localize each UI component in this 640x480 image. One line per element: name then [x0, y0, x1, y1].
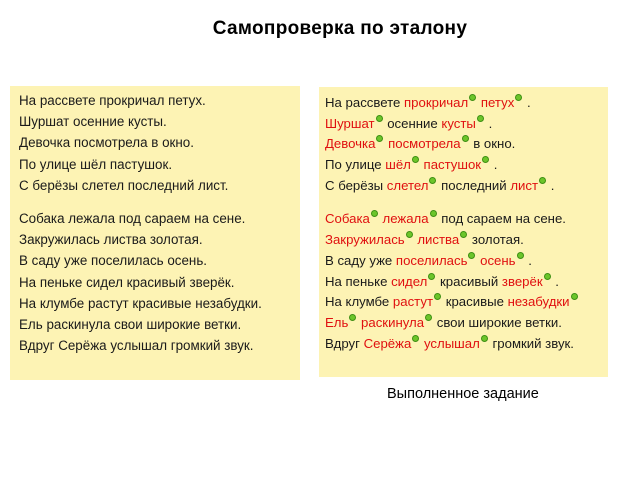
marked-sentence — [325, 155, 608, 176]
sentence: На клумбе растут красивые незабудки. — [19, 295, 262, 311]
highlighted-word: лежала — [382, 211, 429, 227]
marked-sentence — [325, 230, 608, 251]
marked-sentence — [325, 209, 608, 230]
check-mark-icon — [429, 177, 436, 184]
sentence-word: красивые — [445, 294, 504, 310]
sentence-word: . — [526, 95, 531, 110]
check-mark-icon — [468, 252, 475, 259]
sentence: В саду уже поселилась осень. — [19, 253, 208, 269]
sentence-word: последний — [441, 177, 507, 193]
highlighted-word: посмотрела — [388, 136, 461, 152]
highlighted-word: Собака — [325, 211, 370, 227]
marked-sentence-group-2 — [325, 209, 608, 354]
sentence-word: красивый — [440, 273, 499, 289]
check-mark-icon — [412, 156, 419, 163]
sentence-word: свои широкие ветки. — [436, 314, 562, 330]
sentence-word: На рассвете — [325, 95, 401, 110]
sentence-word: громкий звук. — [492, 335, 574, 351]
sentence: На рассвете прокричал петух. — [19, 93, 206, 108]
check-mark-icon — [428, 273, 435, 280]
sentence-word: . — [550, 177, 555, 193]
task-text-panel — [10, 86, 300, 380]
marked-sentence — [325, 313, 608, 334]
check-mark-icon — [482, 156, 489, 163]
highlighted-word: прокричал — [404, 95, 469, 110]
check-mark-icon — [406, 231, 413, 238]
marked-sentence — [325, 292, 608, 313]
sentence-word: . — [488, 115, 493, 131]
check-mark-icon — [481, 335, 488, 342]
check-mark-icon — [517, 252, 524, 259]
sentence: Шуршат осенние кусты. — [19, 114, 167, 130]
sentence: С берёзы слетел последний лист. — [19, 177, 229, 193]
sentence: Ель раскинула свои широкие ветки. — [19, 316, 242, 332]
highlighted-word: кусты — [441, 115, 476, 131]
highlighted-word: растут — [392, 294, 434, 310]
sentence-word: в окно. — [473, 136, 516, 152]
highlighted-word: пастушок — [423, 157, 482, 173]
check-mark-icon — [544, 273, 551, 280]
sentence-group-2 — [19, 208, 300, 356]
check-mark-icon — [571, 293, 578, 300]
sentence-word: . — [555, 273, 559, 289]
check-mark-icon — [539, 177, 546, 184]
check-mark-icon — [462, 135, 469, 142]
sentence-word: На клумбе — [325, 294, 390, 310]
sentence-word: На пеньке — [325, 273, 388, 289]
marked-sentence — [325, 93, 608, 114]
highlighted-word: шёл — [385, 157, 411, 173]
sentence-word: Вдруг — [325, 335, 360, 351]
check-mark-icon — [412, 335, 419, 342]
highlighted-word: лист — [510, 177, 539, 193]
completed-task-caption: Выполненное задание — [387, 386, 539, 402]
highlighted-word: услышал — [423, 335, 480, 351]
highlighted-word: листва — [417, 232, 460, 248]
highlighted-word: поселилась — [395, 252, 468, 268]
marked-sentence — [325, 114, 608, 135]
check-mark-icon — [349, 314, 356, 321]
sentence-word: . — [528, 252, 532, 268]
check-mark-icon — [515, 94, 522, 101]
highlighted-word: Девочка — [325, 136, 376, 152]
sentence-word: С берёзы — [325, 177, 384, 193]
highlighted-word: Шуршат — [325, 115, 375, 131]
marked-sentence-group-1 — [325, 93, 608, 196]
marked-sentence — [325, 176, 608, 197]
sentence-word: . — [493, 157, 498, 173]
sentence-word: под сараем на сене. — [441, 211, 566, 227]
check-mark-icon — [425, 314, 432, 321]
completed-task-panel — [319, 87, 608, 377]
highlighted-word: незабудки — [507, 294, 570, 310]
page-title: Самопроверка по эталону — [212, 18, 468, 39]
check-mark-icon — [434, 293, 441, 300]
highlighted-word: Серёжа — [363, 335, 412, 351]
highlighted-word: зверёк — [501, 273, 543, 289]
check-mark-icon — [376, 135, 383, 142]
sentence: Девочка посмотрела в окно. — [19, 135, 194, 151]
highlighted-word: сидел — [391, 273, 428, 289]
highlighted-word: осень — [480, 252, 516, 268]
sentence-word: золотая. — [471, 232, 524, 248]
sentence: Закружилась листва золотая. — [19, 232, 203, 248]
highlighted-word: раскинула — [361, 314, 425, 330]
sentence-word: По улице — [325, 157, 382, 173]
marked-sentence — [325, 334, 608, 355]
check-mark-icon — [460, 231, 467, 238]
sentence: На пеньке сидел красивый зверёк. — [19, 274, 235, 290]
check-mark-icon — [430, 210, 437, 217]
highlighted-word: Закружилась — [325, 232, 405, 248]
group-spacer — [19, 196, 300, 208]
marked-sentence — [325, 272, 608, 293]
check-mark-icon — [376, 115, 383, 122]
marked-sentence — [325, 134, 608, 155]
highlighted-word: Ель — [325, 314, 349, 330]
sentence: По улице шёл пастушок. — [19, 156, 173, 172]
highlighted-word: слетел — [386, 177, 429, 193]
group-spacer — [325, 196, 608, 209]
sentence: Вдруг Серёжа услышал громкий звук. — [19, 338, 254, 354]
highlighted-word: петух — [480, 95, 515, 110]
check-mark-icon — [477, 115, 484, 122]
sentence-word: В саду уже — [325, 252, 393, 268]
sentence-word: осенние — [387, 115, 438, 131]
marked-sentence — [325, 251, 608, 272]
check-mark-icon — [469, 94, 476, 101]
sentence-group-1 — [19, 90, 300, 196]
check-mark-icon — [371, 210, 378, 217]
sentence: Собака лежала под сараем на сене. — [19, 210, 246, 226]
